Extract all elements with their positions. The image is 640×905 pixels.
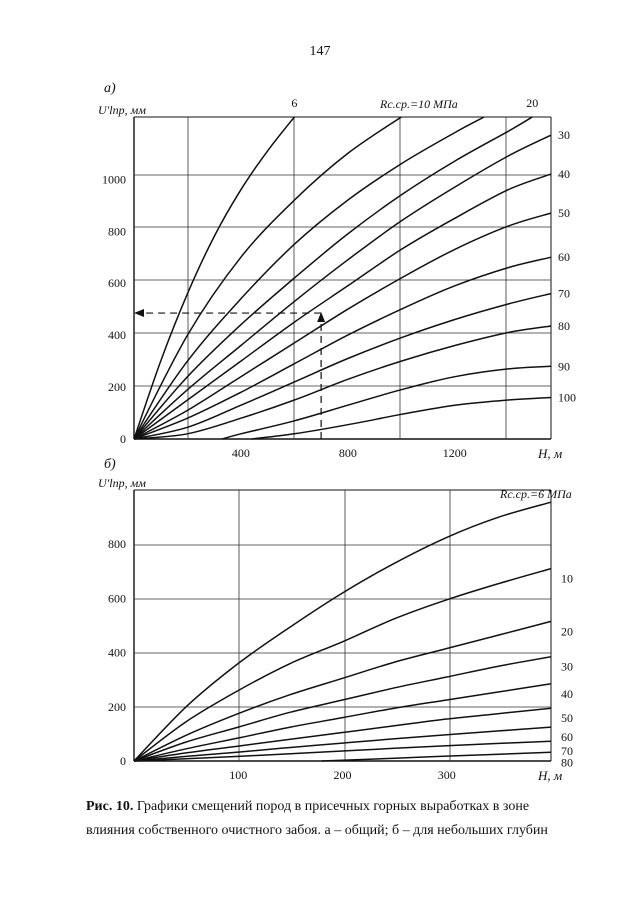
x-axis-label: H, м: [538, 446, 563, 461]
series-line: [134, 213, 551, 439]
x-tick-label: 800: [338, 446, 357, 460]
series-label: 60: [561, 730, 573, 745]
caption-text-1: Графики смещений пород в присечных горных выработках в зоне: [136, 799, 530, 814]
series-line: [134, 257, 551, 439]
y-axis-label: U′lпр, мм: [98, 476, 146, 490]
series-label: 30: [561, 659, 573, 674]
x-tick-label: 200: [333, 768, 352, 782]
series-label: 20: [526, 96, 539, 110]
y-tick-label: 400: [108, 328, 126, 343]
series-line: [322, 752, 551, 761]
series-line: [134, 502, 551, 761]
series-label: 10: [561, 571, 573, 586]
series-line: [134, 684, 551, 761]
series-label: 50: [558, 206, 570, 221]
series-label: 20: [561, 624, 573, 639]
panel-label: б): [104, 457, 116, 472]
y-tick-label: 800: [108, 224, 126, 239]
series-line: [134, 657, 551, 761]
series-line: [134, 708, 551, 761]
y-tick-label: 400: [108, 645, 126, 660]
caption-label: Рис. 10.: [86, 799, 134, 814]
series-line: [134, 174, 551, 439]
series-line: [222, 366, 551, 439]
caption-line-2: влияния собственного очистного забоя. а – общий; б – для небольших глубин: [86, 823, 548, 838]
series-label: 30: [558, 128, 570, 143]
page-number: 147: [309, 44, 331, 59]
y-axis-label: U′lпр, мм: [98, 103, 146, 117]
y-tick-label: 600: [108, 591, 126, 606]
y-tick-label: 200: [108, 699, 126, 714]
series-label: 70: [558, 286, 570, 301]
parameter-label: Rс.ср.=6 МПа: [500, 487, 572, 501]
caption-line-1: [86, 795, 586, 818]
series-label: 60: [558, 250, 570, 265]
y-tick-label: 800: [108, 537, 126, 552]
parameter-label: Rс.ср.=10 МПа: [380, 97, 458, 111]
y-tick-label: 1000: [102, 172, 126, 187]
x-axis-label: H, м: [538, 768, 563, 783]
x-tick-label: 300: [437, 768, 456, 782]
series-label: 50: [561, 711, 573, 726]
series-label: 40: [558, 167, 570, 182]
x-tick-label: 100: [229, 768, 248, 782]
y-tick-label: 200: [108, 380, 126, 395]
guide-arrow-left: [134, 309, 144, 317]
panel-label: а): [104, 81, 116, 96]
series-label: 80: [561, 755, 573, 770]
x-tick-label: 1200: [442, 446, 467, 460]
series-label: 80: [558, 319, 570, 334]
series-label: 70: [561, 744, 573, 759]
x-tick-label: 400: [231, 446, 250, 460]
series-label: 90: [558, 359, 570, 374]
series-label: 6: [291, 96, 298, 110]
series-label: 40: [561, 686, 573, 701]
y-tick-label: 0: [120, 754, 126, 768]
series-label: 100: [558, 390, 576, 405]
y-tick-label: 600: [108, 276, 126, 291]
y-tick-label: 0: [120, 432, 126, 446]
